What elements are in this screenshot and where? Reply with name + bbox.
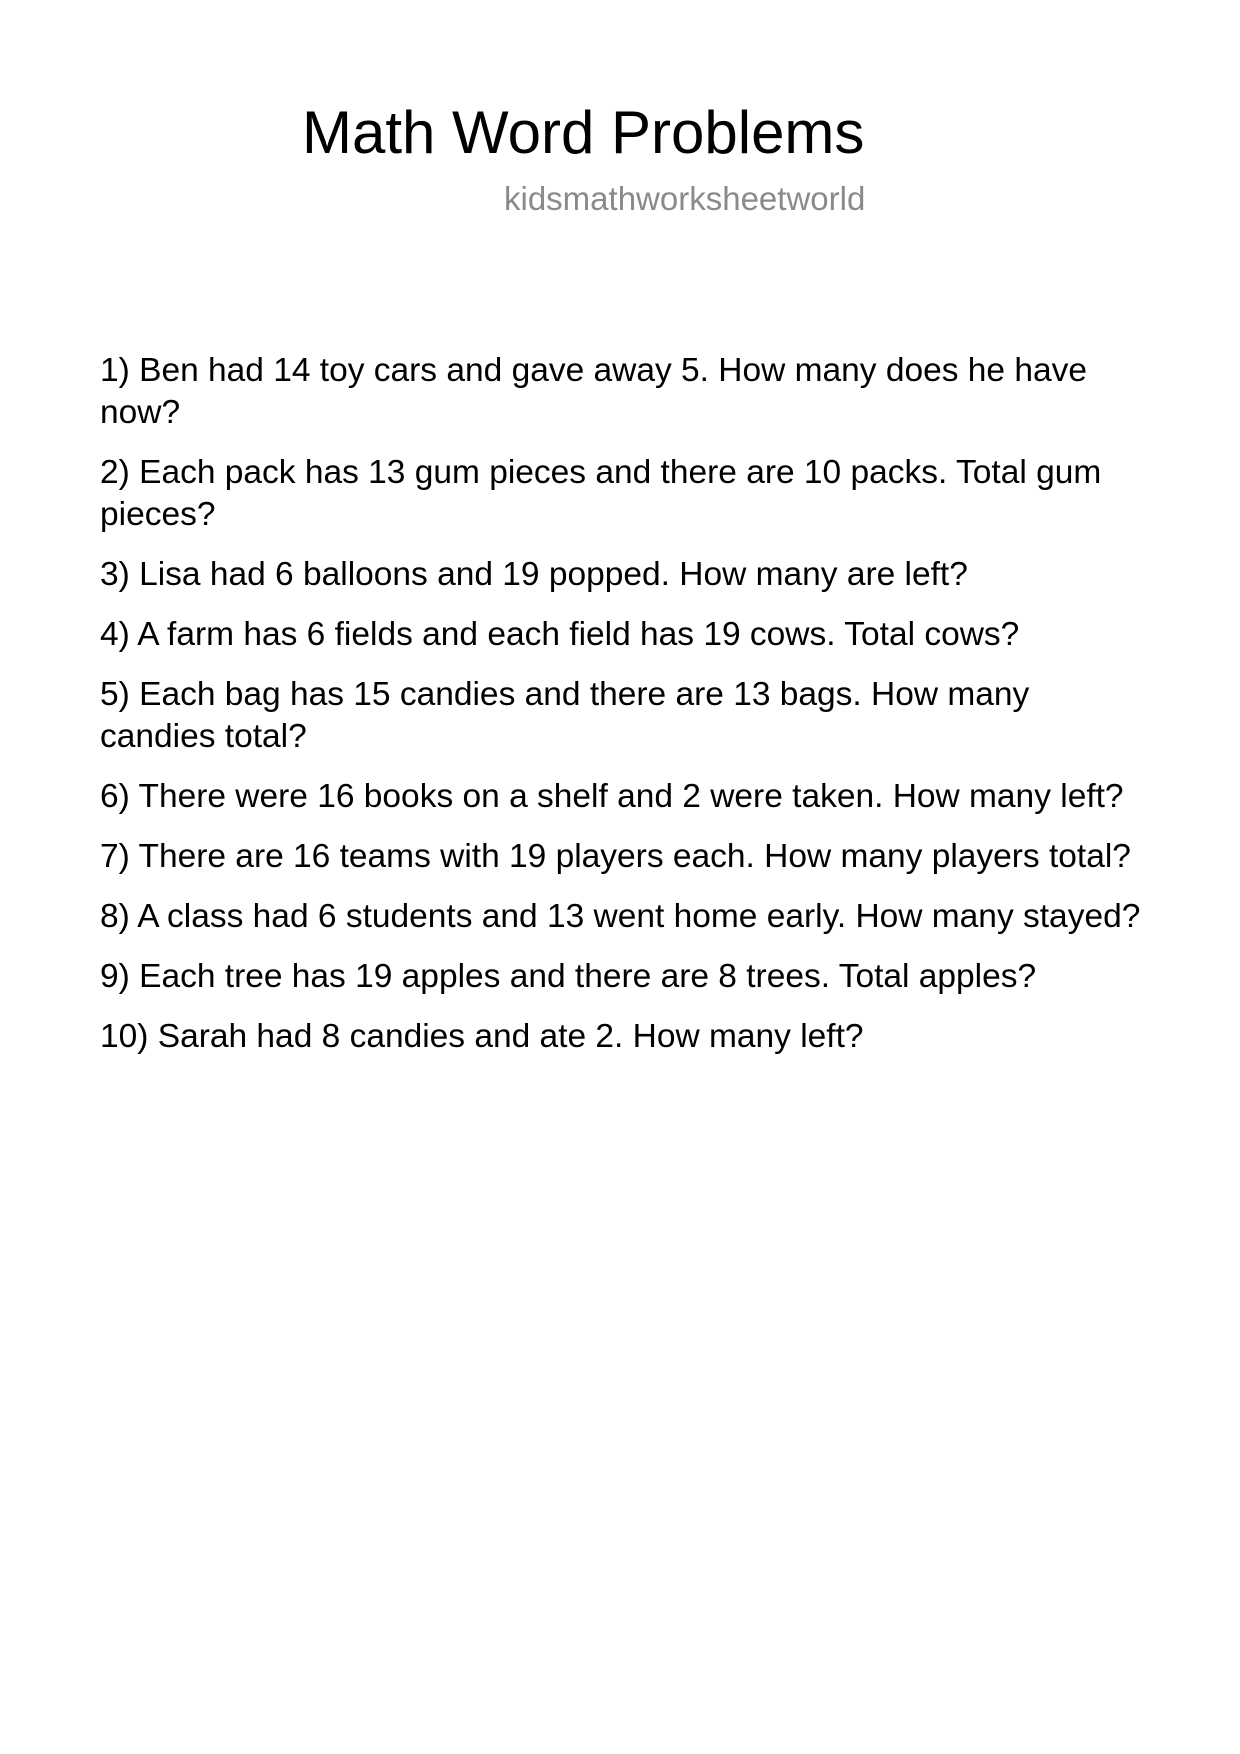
problem-item-2: 2) Each pack has 13 gum pieces and there are 10 packs. Total gum pieces? bbox=[100, 454, 1102, 533]
page-title: Math Word Problems bbox=[302, 99, 865, 166]
source-subtitle: kidsmathworksheetworld bbox=[504, 180, 866, 217]
problem-list bbox=[100, 350, 1145, 1076]
problem-item-1: 1) Ben had 14 toy cars and gave away 5. How many does he have now? bbox=[100, 352, 1087, 431]
problem-item-3: 3) Lisa had 6 balloons and 19 popped. How many are left? bbox=[100, 556, 968, 593]
problem-item-8: 8) A class had 6 students and 13 went home early. How many stayed? bbox=[100, 898, 1141, 935]
problem-item-5: 5) Each bag has 15 candies and there are 13 bags. How many candies total? bbox=[100, 676, 1030, 755]
problem-item-4: 4) A farm has 6 fields and each field has 19 cows. Total cows? bbox=[100, 616, 1020, 653]
problem-item-9: 9) Each tree has 19 apples and there are 8 trees. Total apples? bbox=[100, 958, 1037, 995]
problem-item-10: 10) Sarah had 8 candies and ate 2. How many left? bbox=[100, 1018, 864, 1055]
problem-item-6: 6) There were 16 books on a shelf and 2 were taken. How many left? bbox=[100, 778, 1124, 815]
problem-item-7: 7) There are 16 teams with 19 players each. How many players total? bbox=[100, 838, 1131, 875]
